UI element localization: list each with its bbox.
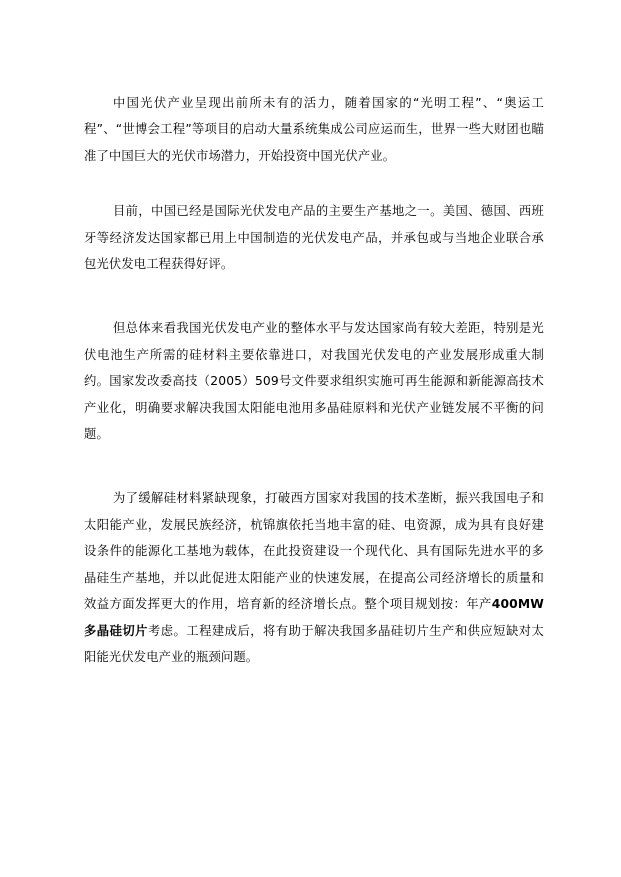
paragraph-2: 目前，中国已经是国际光伏发电产品的主要生产基地之一。美国、德国、西班牙等经济发达国家都已用上中国制造的光伏发电产品，并承包或与当地企业联合承包光伏发电工程获得好评。	[84, 204, 544, 272]
paragraph-4-text-after: 考虑。工程建成后，将有助于解决我国多晶硅切片生产和供应短缺对太阳能光伏发电产业的瓶颈问题。	[84, 623, 544, 664]
paragraph-4-text-before: 为了缓解硅材料紧缺现象，打破西方国家对我国的技术垄断，振兴我国电子和太阳能产业，发展民族经济，杭锦旗依托当地丰富的硅、电资源，成为具有良好建设条件的能源化工基地为载体，在此投资建设一个现代化、具有国际先进水平的多晶硅生产基地，并以此促进太阳能产业的快速发展，在提高公司经济增长的质量和效益方面发挥更大的作用，培育新的经济增长点。整个项目规划按：年产	[84, 491, 544, 612]
document-body	[84, 90, 544, 699]
paragraph-4-bold-capacity: 400MW多晶硅切片	[84, 597, 544, 638]
paragraph-1: 中国光伏产业呈现出前所未有的活力，随着国家的“光明工程”、“奥运工程”、“世博会工程”等项目的启动大量系统集成公司应运而生，世界一些大财团也瞄准了中国巨大的光伏市场潜力，开始投资中国光伏产业。	[84, 96, 544, 163]
paragraph-3: 但总体来看我国光伏发电产业的整体水平与发达国家尚有较大差距，特别是光伏电池生产所需的硅材料主要依靠进口，对我国光伏发电的产业发展形成重大制约。国家发改委高技（2005）509号文件要求组织实施可再生能源和新能源高技术产业化，明确要求解决我国太阳能电池用多晶硅原料和光伏产业链发展不平衡的问题。	[84, 321, 544, 442]
paragraph-4	[84, 485, 544, 670]
